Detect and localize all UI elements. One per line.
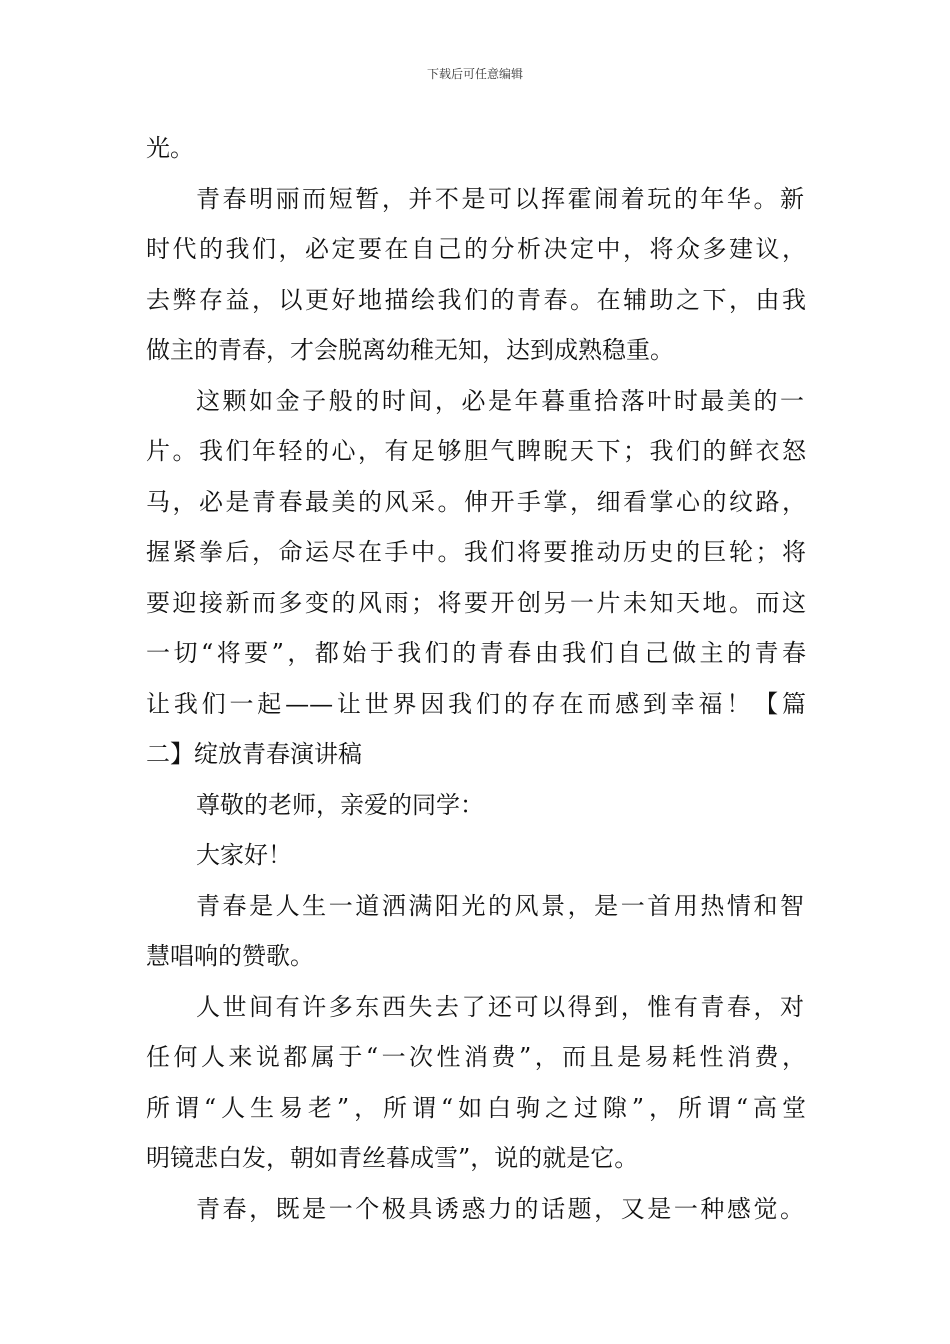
- line-text: 光。: [146, 134, 194, 162]
- line-text: 二】绽放青春演讲稿: [146, 740, 362, 768]
- text-line: [0, 232, 950, 266]
- text-line: [0, 333, 950, 367]
- line-text: 慧唱响的赞歌。: [146, 942, 314, 970]
- line-text: 要迎接新而多变的风雨；将要开创另一片未知天地。而这: [146, 589, 806, 617]
- line-text: 马，必是青春最美的风采。伸开手掌，细看掌心的纹路，: [146, 488, 806, 516]
- text-line: [0, 1091, 950, 1125]
- line-text: 让我们一起——让世界因我们的存在而感到幸福！【篇: [146, 690, 806, 718]
- line-text: 青春，既是一个极具诱惑力的话题，又是一种感觉。: [196, 1195, 804, 1223]
- text-line: [0, 131, 950, 165]
- text-line: [0, 1040, 950, 1074]
- text-line: [0, 434, 950, 468]
- text-line: [0, 384, 950, 418]
- text-line: [0, 1141, 950, 1175]
- text-line: [0, 889, 950, 923]
- line-text: 明镜悲白发，朝如青丝暮成雪”，说的就是它。: [146, 1144, 639, 1172]
- text-line: [0, 687, 950, 721]
- line-text: 一切“将要”，都始于我们的青春由我们自己做主的青春: [146, 639, 806, 667]
- line-text: 做主的青春，才会脱离幼稚无知，达到成熟稳重。: [146, 336, 674, 364]
- text-line: [0, 1192, 950, 1226]
- text-line: [0, 838, 950, 872]
- text-line: [0, 636, 950, 670]
- text-line: [0, 737, 950, 771]
- text-line: [0, 586, 950, 620]
- line-text: 人世间有许多东西失去了还可以得到，惟有青春，对: [196, 993, 804, 1021]
- line-text: 去弊存益，以更好地描绘我们的青春。在辅助之下，由我: [146, 286, 806, 314]
- line-text: 青春明丽而短暂，并不是可以挥霍闹着玩的年华。新: [196, 185, 804, 213]
- text-line: [0, 939, 950, 973]
- text-line: [0, 788, 950, 822]
- line-text: 尊敬的老师，亲爱的同学：: [196, 791, 484, 819]
- page-header: 下载后可任意编辑: [426, 67, 523, 81]
- text-line: [0, 990, 950, 1024]
- line-text: 青春是人生一道洒满阳光的风景，是一首用热情和智: [196, 892, 804, 920]
- text-line: [0, 535, 950, 569]
- text-line: [0, 283, 950, 317]
- line-text: 大家好！: [196, 841, 292, 869]
- line-text: 这颗如金子般的时间，必是年暮重拾落叶时最美的一: [196, 387, 804, 415]
- line-text: 任何人来说都属于“一次性消费”，而且是易耗性消费，: [146, 1043, 806, 1071]
- line-text: 时代的我们，必定要在自己的分析决定中，将众多建议，: [146, 235, 806, 263]
- text-line: [0, 182, 950, 216]
- line-text: 所谓“人生易老”，所谓“如白驹之过隙”，所谓“高堂: [146, 1094, 806, 1122]
- line-text: 片。我们年轻的心，有足够胆气睥睨天下；我们的鲜衣怒: [146, 437, 806, 465]
- text-line: [0, 485, 950, 519]
- line-text: 握紧拳后，命运尽在手中。我们将要推动历史的巨轮；将: [146, 538, 806, 566]
